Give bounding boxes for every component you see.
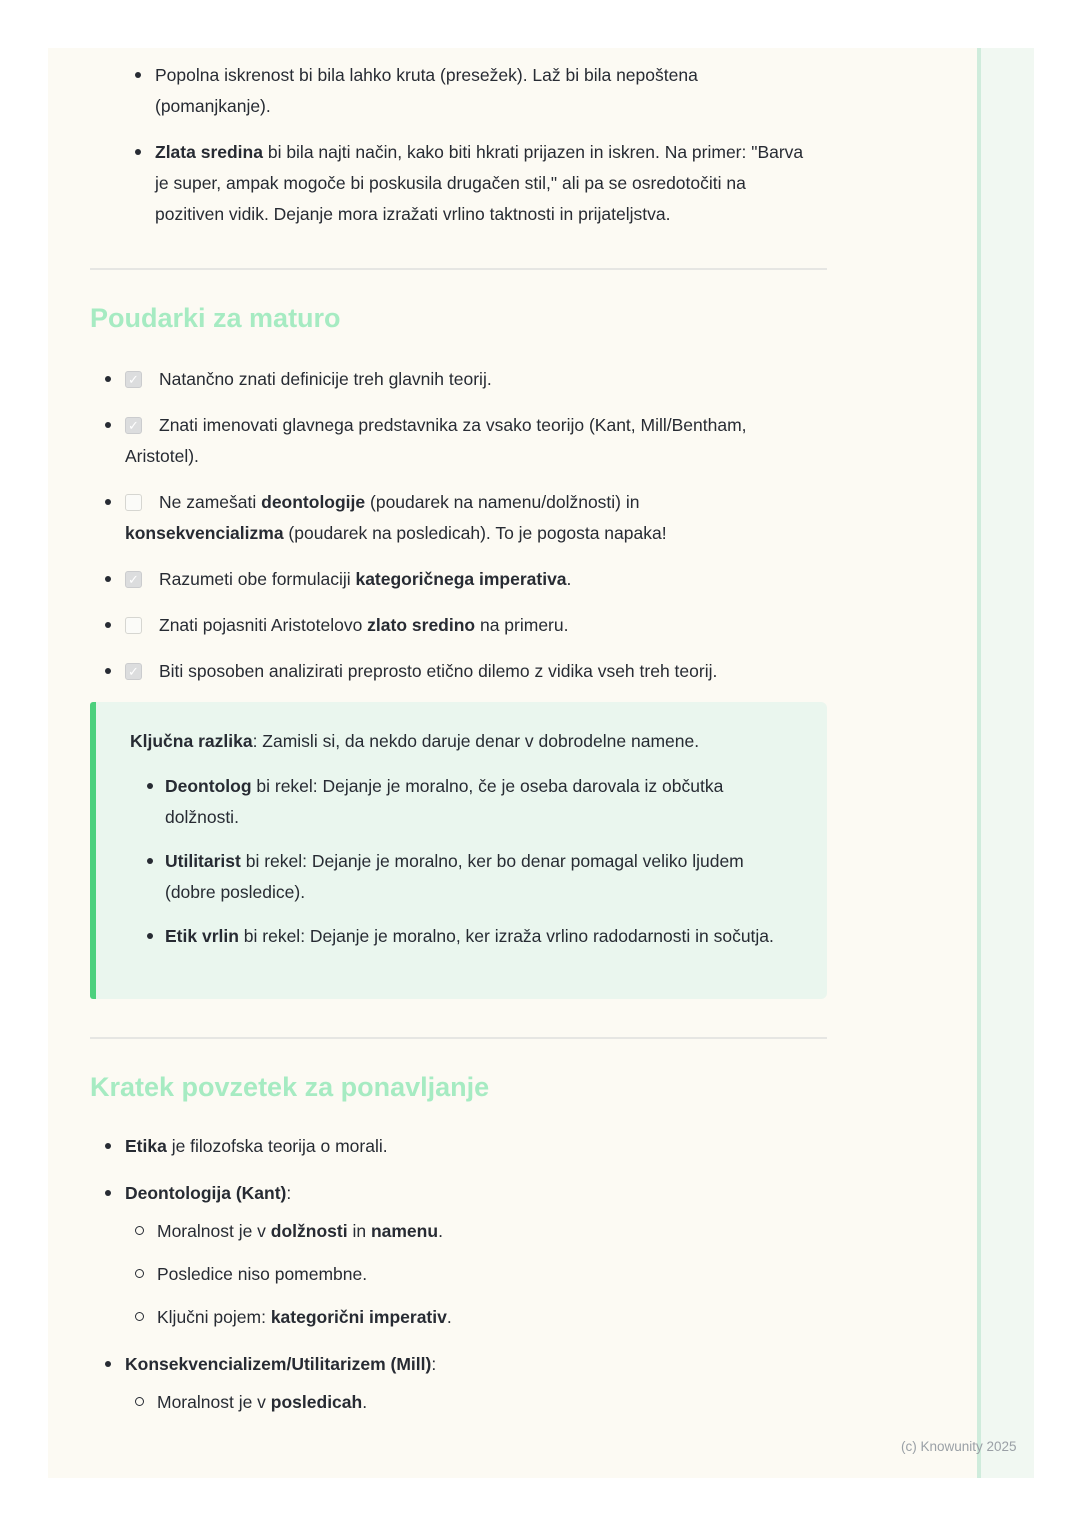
text-segment: . [438, 1221, 443, 1241]
text-segment: Konsekvencializem/Utilitarizem (Mill) [125, 1354, 432, 1374]
text-segment: Deontolog [165, 776, 252, 796]
text-segment: Etik vrlin [165, 926, 239, 946]
list-item [135, 137, 815, 230]
text-segment: (poudarek na namenu/dolžnosti) in [365, 492, 640, 512]
callout-item [165, 921, 787, 952]
page-edge-strip [977, 48, 1034, 1478]
text-segment: Ne zamešati [159, 492, 262, 512]
callout-list [130, 771, 787, 952]
checklist-item-text [159, 661, 717, 681]
text-segment: kategoričnega imperativa [355, 569, 567, 589]
text-segment: bi rekel: Dejanje je moralno, ker izraža vrlino radodarnosti in sočutja. [238, 926, 774, 946]
summary-sub-item-text [157, 1221, 443, 1241]
checklist-item [125, 610, 780, 641]
checkbox-icon[interactable] [125, 571, 142, 588]
text-segment: Moralnost je v [157, 1392, 271, 1412]
text-segment: bi bila najti način, kako biti hkrati prijazen in iskren. Na primer: "Barva je super, ampak mogoče bi poskusila drugačen stil," ali pa se osredotočiti na pozitiven vidik. Dejanje mora izražati vrlino taktnosti in prijateljstva. [155, 142, 804, 224]
text-segment: kategorični imperativ [270, 1307, 447, 1327]
text-segment: . [566, 569, 572, 589]
checkbox-icon[interactable] [125, 663, 142, 680]
text-segment: . [446, 1307, 452, 1327]
text-segment: na primeru. [475, 615, 569, 635]
notes-page [48, 48, 977, 1478]
checklist-item-text [159, 615, 568, 635]
list-item-text [155, 65, 698, 116]
callout-item [165, 771, 787, 833]
text-segment: Posledice niso pomembne. [157, 1264, 368, 1284]
text-segment: Znati pojasniti Aristotelovo [159, 615, 368, 635]
summary-sub-list [125, 1216, 825, 1333]
section-divider [90, 1037, 827, 1039]
text-segment: Deontologija (Kant) [125, 1183, 287, 1203]
list-item [135, 60, 815, 122]
section-title-summary: Kratek povzetek za ponavljanje [90, 1072, 490, 1102]
text-segment: namenu [370, 1221, 439, 1241]
checklist-item [125, 656, 780, 687]
text-segment: Ključni pojem: [157, 1307, 271, 1327]
summary-sub-list [125, 1387, 825, 1418]
callout-item-text [165, 926, 774, 946]
text-segment: Biti sposoben analizirati preprosto etično dilemo z vidika vseh treh teorij. [159, 661, 718, 681]
summary-item-text [125, 1136, 388, 1156]
summary-sub-item-text [157, 1264, 367, 1284]
summary-list [90, 1131, 877, 1418]
text-segment: zlato sredino [367, 615, 476, 635]
text-segment: . [362, 1392, 368, 1412]
text-segment: Razumeti obe formulaciji [159, 569, 356, 589]
checklist-item-text [125, 415, 747, 466]
callout-title [130, 726, 787, 757]
text-segment: : Zamisli si, da nekdo daruje denar v dobrodelne namene. [252, 731, 700, 751]
section-divider [90, 268, 827, 270]
checklist-item [125, 564, 780, 595]
summary-item-text [125, 1354, 436, 1374]
summary-sub-item-text [157, 1307, 452, 1327]
text-segment: konsekvencializma [125, 523, 284, 543]
text-segment: deontologije [261, 492, 366, 512]
checkbox-icon[interactable] [125, 417, 142, 434]
checklist-item-text [159, 369, 492, 389]
callout-item-text [165, 776, 723, 827]
summary-item [125, 1349, 825, 1418]
checklist-item [125, 410, 780, 472]
summary-sub-item [157, 1216, 825, 1247]
text-segment: : [286, 1183, 292, 1203]
summary-sub-item [157, 1259, 825, 1290]
key-difference-callout [90, 702, 827, 999]
section-title-highlights: Poudarki za maturo [90, 303, 341, 333]
text-segment: bi rekel: Dejanje je moralno, ker bo denar pomagal veliko ljudem (dobre posledice). [165, 851, 744, 902]
text-segment: Zlata sredina [155, 142, 263, 162]
intro-list [135, 60, 877, 230]
summary-sub-item [157, 1387, 825, 1418]
text-segment: Znati imenovati glavnega predstavnika za vsako teorijo (Kant, Mill/Bentham, Aristotel). [125, 415, 747, 466]
checkbox-icon[interactable] [125, 371, 142, 388]
text-segment: : [431, 1354, 437, 1374]
text-segment: posledicah [270, 1392, 363, 1412]
checklist-item-text [159, 569, 571, 589]
summary-item-text [125, 1183, 291, 1203]
text-segment: je filozofska teorija o morali. [166, 1136, 388, 1156]
text-segment: Ključna razlika [130, 731, 253, 751]
text-segment: Utilitarist [165, 851, 241, 871]
callout-item-text [165, 851, 744, 902]
summary-sub-item-text [157, 1392, 367, 1412]
text-segment: dolžnosti [270, 1221, 348, 1241]
checklist-item-text [125, 492, 667, 543]
text-segment: (poudarek na posledicah). To je pogosta napaka! [283, 523, 667, 543]
checklist-item [125, 364, 780, 395]
callout-item [165, 846, 787, 908]
summary-item [125, 1131, 825, 1162]
text-segment: Popolna iskrenost bi bila lahko kruta (presežek). Laž bi bila nepoštena (pomanjkanje). [155, 65, 698, 116]
text-segment: bi rekel: Dejanje je moralno, če je oseba darovala iz občutka dolžnosti. [165, 776, 724, 827]
list-item-text [155, 142, 803, 224]
watermark-credit: (c) Knowunity 2025 [901, 1439, 1017, 1454]
text-segment: in [347, 1221, 371, 1241]
summary-sub-item [157, 1302, 825, 1333]
checkbox-icon[interactable] [125, 617, 142, 634]
text-segment: Natančno znati definicije treh glavnih teorij. [159, 369, 492, 389]
summary-item [125, 1178, 825, 1333]
checklist-item [125, 487, 780, 549]
text-segment: Etika [125, 1136, 167, 1156]
checkbox-icon[interactable] [125, 494, 142, 511]
text-segment: Moralnost je v [157, 1221, 271, 1241]
exam-checklist [90, 364, 877, 687]
